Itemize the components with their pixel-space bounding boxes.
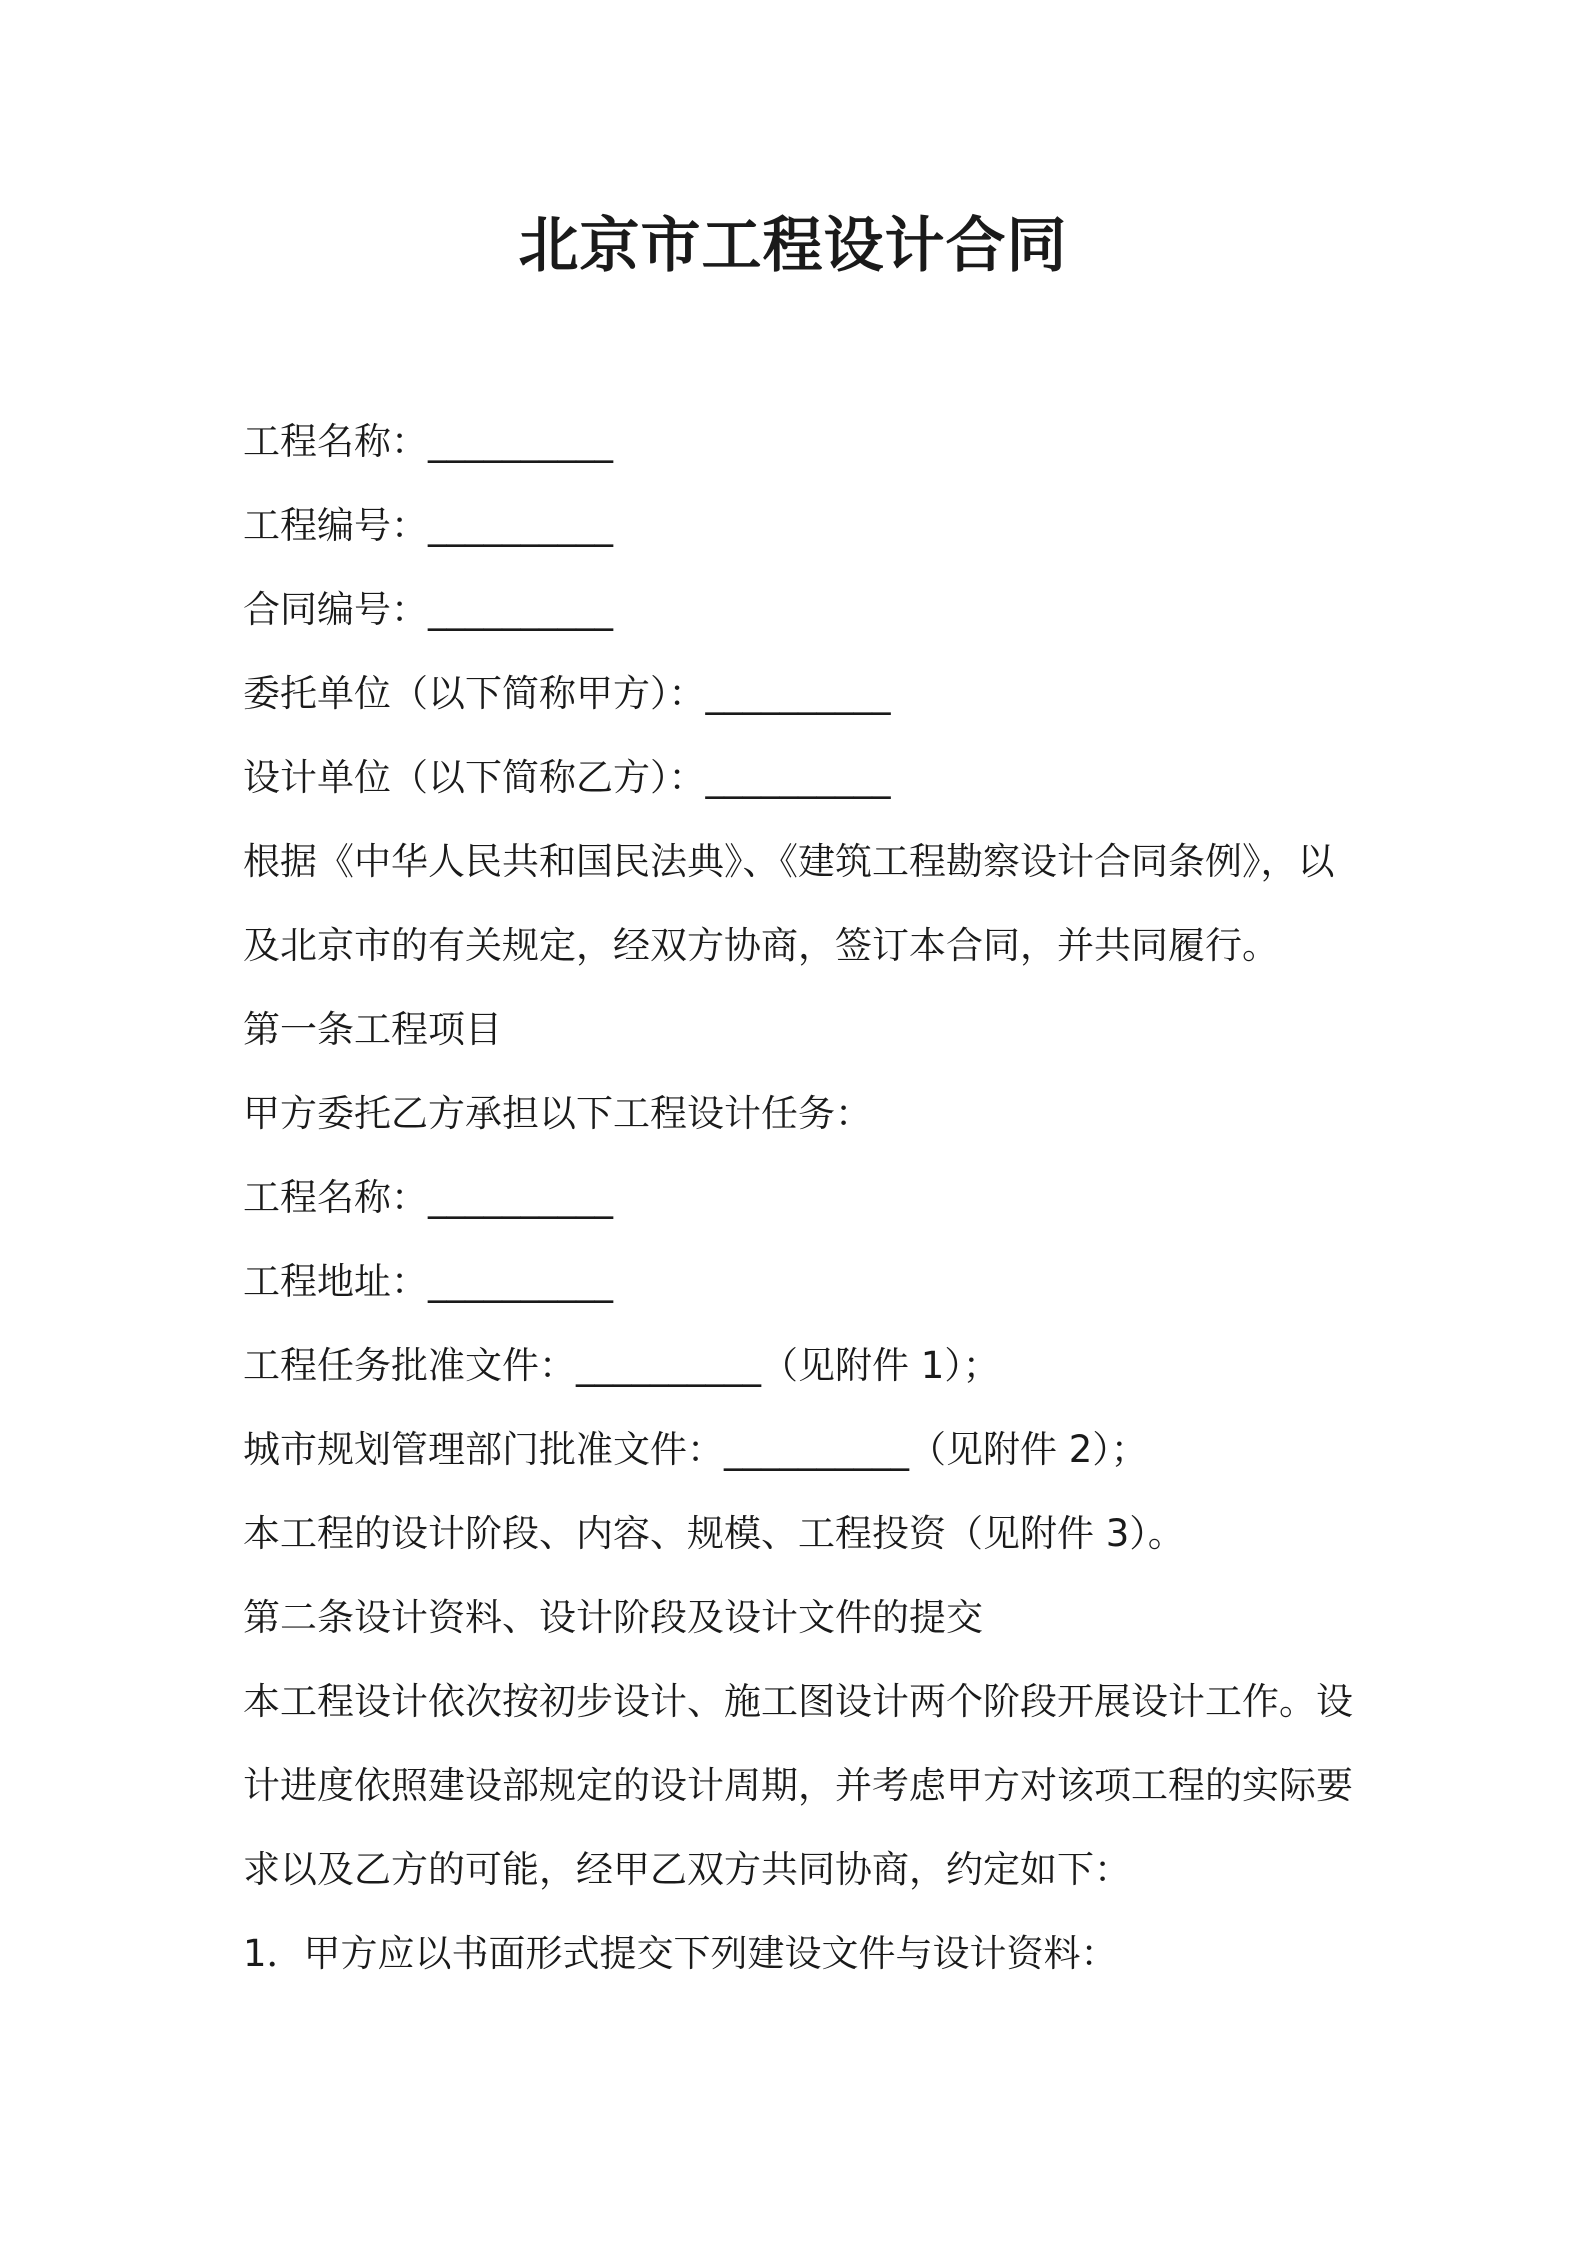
field-party-a: 委托单位（以下简称甲方）：__________ bbox=[243, 672, 891, 715]
article-2-heading: 第二条设计资料、设计阶段及设计文件的提交 bbox=[243, 1596, 983, 1639]
field-project-address: 工程地址：__________ bbox=[243, 1260, 613, 1303]
design-scope-line: 本工程的设计阶段、内容、规模、工程投资（见附件 3）。 bbox=[243, 1512, 1185, 1555]
field-contract-number: 合同编号：__________ bbox=[243, 588, 613, 631]
article-1-intro: 甲方委托乙方承担以下工程设计任务： bbox=[243, 1092, 872, 1135]
field-planning-approval: 城市规划管理部门批准文件：__________（见附件 2）； bbox=[243, 1428, 1148, 1471]
article-2-paragraph-line-3: 求以及乙方的可能，经甲乙双方共同协商，约定如下： bbox=[243, 1848, 1131, 1891]
article-1-heading: 第一条工程项目 bbox=[243, 1008, 502, 1051]
list-item-1: 1．甲方应以书面形式提交下列建设文件与设计资料： bbox=[243, 1932, 1118, 1975]
preamble-line-2: 及北京市的有关规定，经双方协商，签订本合同，并共同履行。 bbox=[243, 924, 1279, 967]
field-approval-document: 工程任务批准文件：__________（见附件 1）； bbox=[243, 1344, 1000, 1387]
document-body bbox=[243, 400, 1363, 1996]
field-project-number: 工程编号：__________ bbox=[243, 504, 613, 547]
field-project-name: 工程名称：__________ bbox=[243, 420, 613, 463]
article-2-paragraph-line-1: 本工程设计依次按初步设计、施工图设计两个阶段开展设计工作。设 bbox=[243, 1680, 1353, 1723]
preamble-line-1: 根据《中华人民共和国民法典》、《建筑工程勘察设计合同条例》，以 bbox=[243, 840, 1335, 883]
field-project-name-2: 工程名称：__________ bbox=[243, 1176, 613, 1219]
article-2-paragraph-line-2: 计进度依照建设部规定的设计周期，并考虑甲方对该项工程的实际要 bbox=[243, 1764, 1353, 1807]
document-title: 北京市工程设计合同 bbox=[518, 211, 1068, 281]
field-party-b: 设计单位（以下简称乙方）：__________ bbox=[243, 756, 891, 799]
